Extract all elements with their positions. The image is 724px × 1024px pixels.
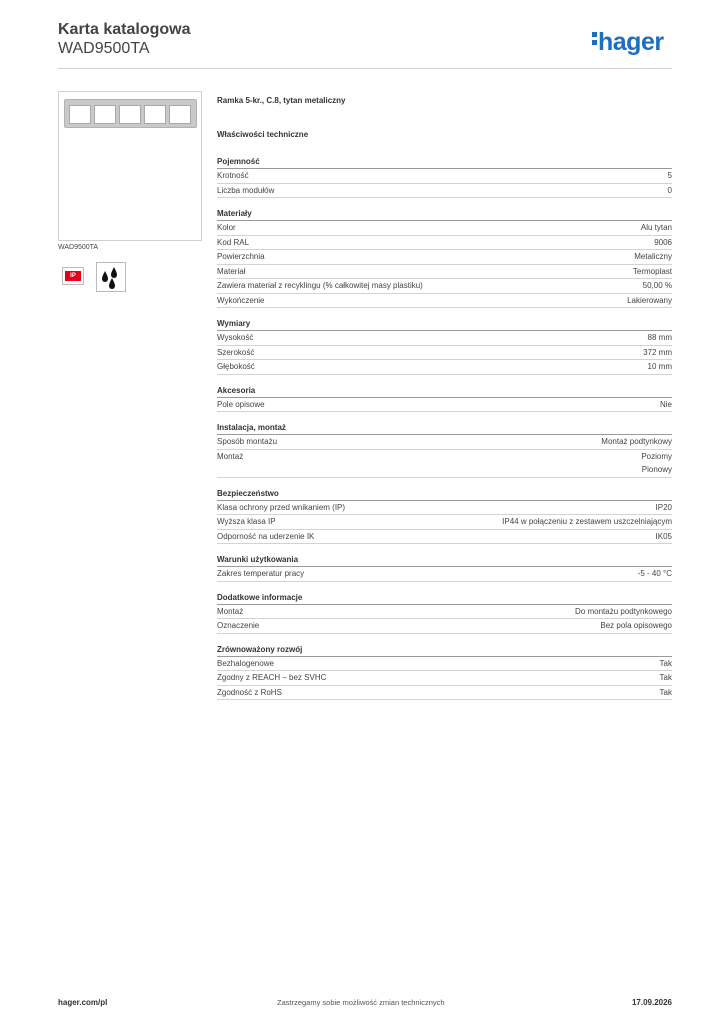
section-title: Instalacja, montaż [217,422,672,435]
spec-value-line: Poziomy [641,451,672,461]
spec-label: Klasa ochrony przed wnikaniem (IP) [217,502,346,512]
frame-slot [119,105,141,124]
section-title: Akcesoria [217,385,672,398]
spec-value: Nie [659,399,672,409]
spec-row [217,435,672,450]
footer-date: 17.09.2026 [631,998,672,1007]
spec-row [217,605,672,620]
spec-label: Montaż [217,451,244,461]
spec-row [217,501,672,516]
spec-row [217,619,672,634]
spec-label: Zgodny z REACH – bez SVHC [217,673,327,682]
spec-value: Tak [659,658,672,668]
frame-illustration [64,99,197,128]
spec-row [217,657,672,672]
footer-website-link[interactable]: hager.com/pl [58,998,108,1007]
hager-logo[interactable] [592,28,664,56]
spec-value: Tak [659,687,672,697]
spec-row [217,184,672,199]
water-drops-icon [96,262,126,292]
spec-value: 10 mm [647,362,672,371]
spec-row [217,279,672,294]
spec-value: 372 mm [643,347,672,357]
spec-label: Zgodność z RoHS [217,687,282,697]
spec-row [217,686,672,701]
product-image [58,91,202,241]
document-title: Karta katalogowa [58,21,191,38]
spec-row [217,236,672,251]
spec-value: IP44 w połączeniu z zestawem uszczelniającym [502,517,672,526]
ip-rating-icon [62,267,84,285]
section-title: Wymiary [217,318,672,331]
frame-slot [144,105,166,124]
spec-label: Montaż [217,606,244,616]
spec-value: Do montażu podtynkowego [575,606,672,616]
spec-row [217,250,672,265]
spec-value: Montaż podtynkowy [601,437,672,446]
spec-label: Materiał [217,266,246,276]
section-capacity [217,156,672,198]
footer-notice: Zastrzegamy sobie możliwość zmian technicznych [277,998,445,1007]
section-title: Materiały [217,208,672,221]
water-drops-svg [97,263,125,291]
spec-value: 5 [667,171,672,180]
spec-value: Metaliczny [634,252,672,261]
spec-value-line: Pionowy [641,465,672,474]
section-additional-info [217,592,672,634]
section-operating-conditions [217,554,672,582]
spec-label: Wykończenie [217,295,265,305]
logo-text: hager [598,28,664,56]
spec-label: Wyższa klasa IP [217,517,276,526]
spec-label: Kolor [217,223,236,232]
product-name: Ramka 5-kr., C.8, tytan metaliczny [217,96,346,105]
spec-label: Zawiera materiał z recyklingu (% całkowitej masy plastiku) [217,281,423,290]
spec-row [217,530,672,545]
spec-value: 50,00 % [642,281,672,290]
spec-value: IK05 [655,531,672,541]
section-title: Dodatkowe informacje [217,592,672,605]
spec-value: Bez pola opisowego [600,621,672,630]
spec-label: Odporność na uderzenie IK [217,531,315,541]
spec-value: 9006 [654,237,672,247]
spec-value: IP20 [655,502,672,512]
header-divider [58,68,672,69]
spec-row [217,265,672,280]
spec-label: Pole opisowe [217,399,265,409]
section-title: Bezpieczeństwo [217,488,672,501]
section-accessories [217,385,672,413]
frame-slot [69,105,91,124]
spec-value: 88 mm [647,333,672,342]
spec-value: Alu tytan [640,223,672,232]
spec-label: Krotność [217,171,249,180]
section-dimensions [217,318,672,375]
spec-row [217,450,672,478]
tech-properties-title: Właściwości techniczne [217,130,309,139]
product-image-caption: WAD9500TA [58,244,99,251]
section-title: Pojemność [217,156,672,169]
product-code: WAD9500TA [58,40,150,57]
spec-value: 0 [667,185,672,195]
section-title: Warunki użytkowania [217,554,672,567]
spec-row [217,398,672,413]
spec-value: -5 - 40 °C [637,569,672,578]
spec-row [217,360,672,375]
section-title: Zrównoważony rozwój [217,644,672,657]
logo-dots-icon [592,29,597,48]
spec-content [217,96,672,710]
frame-slot [169,105,191,124]
spec-label: Oznaczenie [217,621,260,630]
spec-value: Lakierowany [627,295,672,305]
spec-row [217,331,672,346]
spec-label: Zakres temperatur pracy [217,569,305,578]
spec-row [217,671,672,686]
spec-label: Liczba modułów [217,185,275,195]
section-materials [217,208,672,308]
section-safety [217,488,672,545]
spec-value [641,450,672,477]
spec-label: Powierzchnia [217,252,265,261]
spec-row [217,346,672,361]
spec-label: Szerokość [217,347,255,357]
spec-row [217,515,672,530]
spec-label: Głębokość [217,362,255,371]
spec-label: Bezhalogenowe [217,658,274,668]
section-installation [217,422,672,478]
spec-row [217,221,672,236]
section-sustainability [217,644,672,701]
ip-badge-label: IP [65,271,81,281]
spec-row [217,567,672,582]
spec-label: Kod RAL [217,237,250,247]
spec-row [217,294,672,309]
spec-label: Sposób montażu [217,437,278,446]
spec-value: Termoplast [632,266,672,276]
frame-slot [94,105,116,124]
spec-row [217,169,672,184]
spec-value: Tak [659,673,672,682]
spec-label: Wysokość [217,333,254,342]
